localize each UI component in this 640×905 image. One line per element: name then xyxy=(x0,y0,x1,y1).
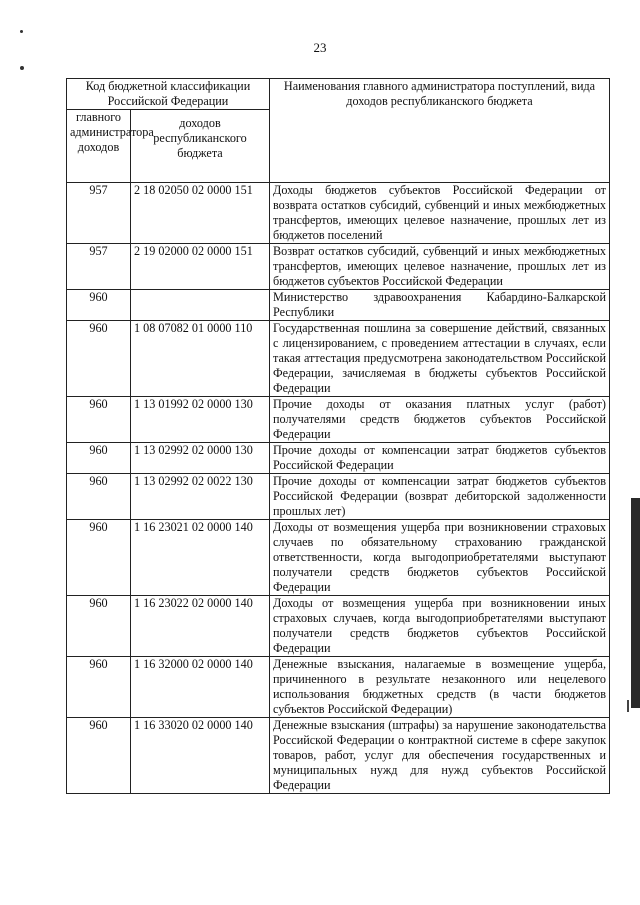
table-row xyxy=(67,183,610,244)
income-code-cell: 1 13 01992 02 0000 130 xyxy=(131,397,270,443)
admin-code-cell: 960 xyxy=(67,321,131,397)
budget-classification-table xyxy=(66,78,610,794)
table-header-row xyxy=(67,79,610,110)
admin-code-cell: 960 xyxy=(67,443,131,474)
income-code-cell: 1 16 32000 02 0000 140 xyxy=(131,657,270,718)
admin-code-cell: 960 xyxy=(67,718,131,794)
table-row xyxy=(67,244,610,290)
header-classification-group: Код бюджетной классификации Российской Федерации xyxy=(67,79,270,110)
table-row xyxy=(67,443,610,474)
admin-code-cell: 957 xyxy=(67,183,131,244)
admin-code-cell: 960 xyxy=(67,596,131,657)
table-row xyxy=(67,718,610,794)
income-name-cell: Возврат остатков субсидий, субвенций и иных межбюджетных трансфертов, имеющих целевое назначение, прошлых лет из бюджетов субъектов Российской Федерации xyxy=(270,244,610,290)
income-code-cell: 2 19 02000 02 0000 151 xyxy=(131,244,270,290)
admin-code-cell: 960 xyxy=(67,520,131,596)
income-code-cell: 2 18 02050 02 0000 151 xyxy=(131,183,270,244)
income-name-cell: Доходы от возмещения ущерба при возникновении иных страховых случаев, когда выгодоприобретателями выступают получатели средств бюджетов субъектов Российской Федерации xyxy=(270,596,610,657)
scan-edge-mark xyxy=(631,498,640,708)
table-row xyxy=(67,397,610,443)
header-name-column: Наименования главного администратора поступлений, вида доходов республиканского бюджета xyxy=(270,79,610,183)
table-row xyxy=(67,657,610,718)
header-admin-column: главного администратора доходов xyxy=(67,110,131,183)
income-name-cell: Прочие доходы от оказания платных услуг (работ) получателями средств бюджетов субъектов Российской Федерации xyxy=(270,397,610,443)
table-row xyxy=(67,596,610,657)
table-row xyxy=(67,321,610,397)
admin-code-cell: 957 xyxy=(67,244,131,290)
header-income-column: доходов республиканского бюджета xyxy=(131,110,270,183)
income-code-cell: 1 13 02992 02 0000 130 xyxy=(131,443,270,474)
admin-code-cell: 960 xyxy=(67,397,131,443)
admin-code-cell: 960 xyxy=(67,474,131,520)
scan-speck xyxy=(20,66,24,70)
income-code-cell: 1 13 02992 02 0022 130 xyxy=(131,474,270,520)
income-code-cell: 1 16 23021 02 0000 140 xyxy=(131,520,270,596)
scan-speck xyxy=(20,30,23,33)
income-name-cell: Денежные взыскания, налагаемые в возмещение ущерба, причиненного в результате незаконного или нецелевого использования бюджетных средств (в части бюджетов субъектов Российской Федерации) xyxy=(270,657,610,718)
income-code-cell: 1 16 23022 02 0000 140 xyxy=(131,596,270,657)
page-number: 23 xyxy=(313,40,327,55)
table-row xyxy=(67,290,610,321)
income-name-cell: Государственная пошлина за совершение действий, связанных с лицензированием, с проведением аттестации в случаях, если такая аттестация предусмотрена законодательством Российской Федерации, зачисляемая в бюджеты субъектов Российской Федерации xyxy=(270,321,610,397)
admin-code-cell: 960 xyxy=(67,657,131,718)
table-row xyxy=(67,520,610,596)
income-name-cell: Прочие доходы от компенсации затрат бюджетов субъектов Российской Федерации xyxy=(270,443,610,474)
income-code-cell: 1 16 33020 02 0000 140 xyxy=(131,718,270,794)
income-code-cell xyxy=(131,290,270,321)
income-name-cell: Министерство здравоохранения Кабардино-Балкарской Республики xyxy=(270,290,610,321)
table-row xyxy=(67,474,610,520)
income-name-cell: Денежные взыскания (штрафы) за нарушение законодательства Российской Федерации о контрактной системе в сфере закупок товаров, работ, услуг для обеспечения государственных и муниципальных нужд для нужд субъектов Российской Федерации xyxy=(270,718,610,794)
admin-code-cell: 960 xyxy=(67,290,131,321)
income-name-cell: Доходы бюджетов субъектов Российской Федерации от возврата остатков субсидий, субвенций и иных межбюджетных трансфертов, имеющих целевое назначение, прошлых лет из бюджетов поселений xyxy=(270,183,610,244)
scan-edge-mark xyxy=(627,700,629,712)
income-name-cell: Доходы от возмещения ущерба при возникновении страховых случаев по обязательному страхованию гражданской ответственности, когда выгодоприобретателями выступают получатели средств бюджетов субъектов Российской Федерации xyxy=(270,520,610,596)
income-code-cell: 1 08 07082 01 0000 110 xyxy=(131,321,270,397)
income-name-cell: Прочие доходы от компенсации затрат бюджетов субъектов Российской Федерации (возврат дебиторской задолженности прошлых лет) xyxy=(270,474,610,520)
